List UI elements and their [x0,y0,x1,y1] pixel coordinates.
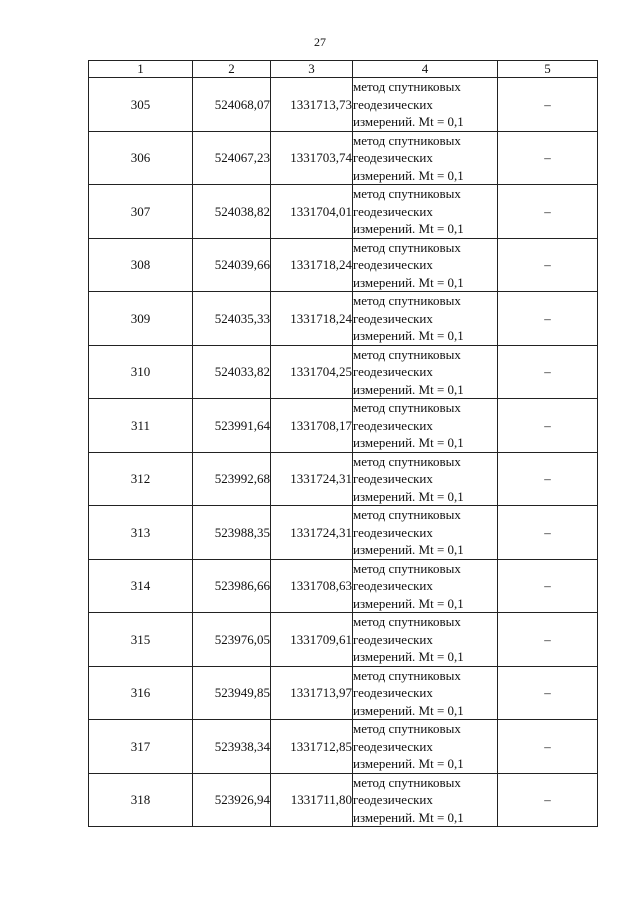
point-number-cell: 318 [89,773,193,827]
x-coordinate-cell: 523949,85 [193,666,271,720]
header-cell: 4 [353,61,498,78]
method-cell [353,131,498,185]
method-line: измерений. Mt = 0,1 [353,809,464,825]
method-line: геодезических [353,738,433,754]
x-coordinate-cell: 523926,94 [193,773,271,827]
x-coordinate-cell: 524033,82 [193,345,271,399]
method-line: измерений. Mt = 0,1 [353,435,464,450]
column-5-cell: – [498,292,598,346]
method-line: метод спутниковых [353,186,461,201]
method-line: геодезических [353,96,433,112]
y-coordinate-cell: 1331703,74 [271,131,353,185]
table-row [89,613,598,667]
column-5-cell: – [498,506,598,560]
table-header-row [89,61,598,78]
method-line: геодезических [353,524,433,540]
table-row [89,345,598,399]
header-cell: 5 [498,61,598,78]
page-number: 27 [314,35,326,49]
method-cell [353,345,498,399]
method-line: геодезических [353,792,433,807]
method-line: измерений. Mt = 0,1 [353,381,464,397]
table-row [89,185,598,239]
table-row [89,399,598,453]
method-line: метод спутниковых [353,721,461,736]
method-cell [353,238,498,292]
method-line: метод спутниковых [353,774,461,790]
coordinates-table [88,60,598,827]
point-number-cell: 309 [89,292,193,346]
method-line: метод спутниковых [353,400,461,415]
table-row [89,452,598,506]
method-cell [353,559,498,613]
method-line: метод спутниковых [353,239,461,255]
method-cell [353,666,498,720]
x-coordinate-cell: 524067,23 [193,131,271,185]
x-coordinate-cell: 524038,82 [193,185,271,239]
table-row [89,506,598,560]
method-line: метод спутниковых [353,79,461,94]
y-coordinate-cell: 1331724,31 [271,452,353,506]
point-number-cell: 305 [89,78,193,132]
method-line: измерений. Mt = 0,1 [353,756,464,771]
y-coordinate-cell: 1331713,97 [271,666,353,720]
column-5-cell: – [498,185,598,239]
method-line: геодезических [353,150,433,165]
method-line: метод спутниковых [353,293,461,308]
x-coordinate-cell: 523938,34 [193,720,271,774]
y-coordinate-cell: 1331704,01 [271,185,353,239]
method-line: измерений. Mt = 0,1 [353,167,464,183]
x-coordinate-cell: 523988,35 [193,506,271,560]
method-cell [353,185,498,239]
method-cell [353,613,498,667]
table-row [89,773,598,827]
point-number-cell: 314 [89,559,193,613]
method-line: метод спутниковых [353,507,461,522]
x-coordinate-cell: 523992,68 [193,452,271,506]
column-5-cell: – [498,238,598,292]
method-line: измерений. Mt = 0,1 [353,221,464,236]
header-cell: 3 [271,61,353,78]
column-5-cell: – [498,720,598,774]
x-coordinate-cell: 523986,66 [193,559,271,613]
method-line: геодезических [353,203,433,219]
x-coordinate-cell: 524035,33 [193,292,271,346]
y-coordinate-cell: 1331712,85 [271,720,353,774]
table-row [89,666,598,720]
method-line: геодезических [353,310,433,326]
method-cell [353,292,498,346]
method-line: измерений. Mt = 0,1 [353,488,464,504]
method-cell [353,78,498,132]
method-line: метод спутниковых [353,132,461,148]
method-line: измерений. Mt = 0,1 [353,114,464,129]
y-coordinate-cell: 1331709,61 [271,613,353,667]
point-number-cell: 317 [89,720,193,774]
point-number-cell: 307 [89,185,193,239]
method-line: геодезических [353,631,433,647]
method-line: геодезических [353,257,433,272]
method-line: геодезических [353,685,433,700]
y-coordinate-cell: 1331718,24 [271,238,353,292]
column-5-cell: – [498,452,598,506]
method-line: измерений. Mt = 0,1 [353,274,464,290]
column-5-cell: – [498,131,598,185]
point-number-cell: 308 [89,238,193,292]
table-row [89,238,598,292]
method-line: измерений. Mt = 0,1 [353,328,464,343]
table-row [89,720,598,774]
method-cell [353,773,498,827]
method-cell [353,399,498,453]
method-line: метод спутниковых [353,667,461,683]
method-line: геодезических [353,471,433,486]
method-cell [353,506,498,560]
table-row [89,292,598,346]
table-row [89,559,598,613]
point-number-cell: 315 [89,613,193,667]
y-coordinate-cell: 1331704,25 [271,345,353,399]
y-coordinate-cell: 1331718,24 [271,292,353,346]
point-number-cell: 313 [89,506,193,560]
method-line: геодезических [353,364,433,379]
x-coordinate-cell: 524068,07 [193,78,271,132]
y-coordinate-cell: 1331724,31 [271,506,353,560]
column-5-cell: – [498,345,598,399]
method-line: метод спутниковых [353,614,461,629]
x-coordinate-cell: 523991,64 [193,399,271,453]
method-line: измерений. Mt = 0,1 [353,595,464,611]
point-number-cell: 316 [89,666,193,720]
table-row [89,131,598,185]
method-line: метод спутниковых [353,453,461,469]
y-coordinate-cell: 1331708,17 [271,399,353,453]
table-row [89,78,598,132]
coordinates-table-body [89,61,598,827]
column-5-cell: – [498,559,598,613]
method-line: метод спутниковых [353,560,461,576]
point-number-cell: 312 [89,452,193,506]
column-5-cell: – [498,399,598,453]
point-number-cell: 306 [89,131,193,185]
x-coordinate-cell: 523976,05 [193,613,271,667]
point-number-cell: 311 [89,399,193,453]
header-cell: 2 [193,61,271,78]
method-line: измерений. Mt = 0,1 [353,702,464,718]
method-cell [353,720,498,774]
method-line: геодезических [353,417,433,433]
method-line: измерений. Mt = 0,1 [353,542,464,557]
column-5-cell: – [498,773,598,827]
method-cell [353,452,498,506]
column-5-cell: – [498,666,598,720]
method-line: метод спутниковых [353,346,461,362]
y-coordinate-cell: 1331708,63 [271,559,353,613]
y-coordinate-cell: 1331711,80 [271,773,353,827]
column-5-cell: – [498,78,598,132]
point-number-cell: 310 [89,345,193,399]
x-coordinate-cell: 524039,66 [193,238,271,292]
column-5-cell: – [498,613,598,667]
header-cell: 1 [89,61,193,78]
method-line: геодезических [353,578,433,593]
y-coordinate-cell: 1331713,73 [271,78,353,132]
method-line: измерений. Mt = 0,1 [353,649,464,664]
